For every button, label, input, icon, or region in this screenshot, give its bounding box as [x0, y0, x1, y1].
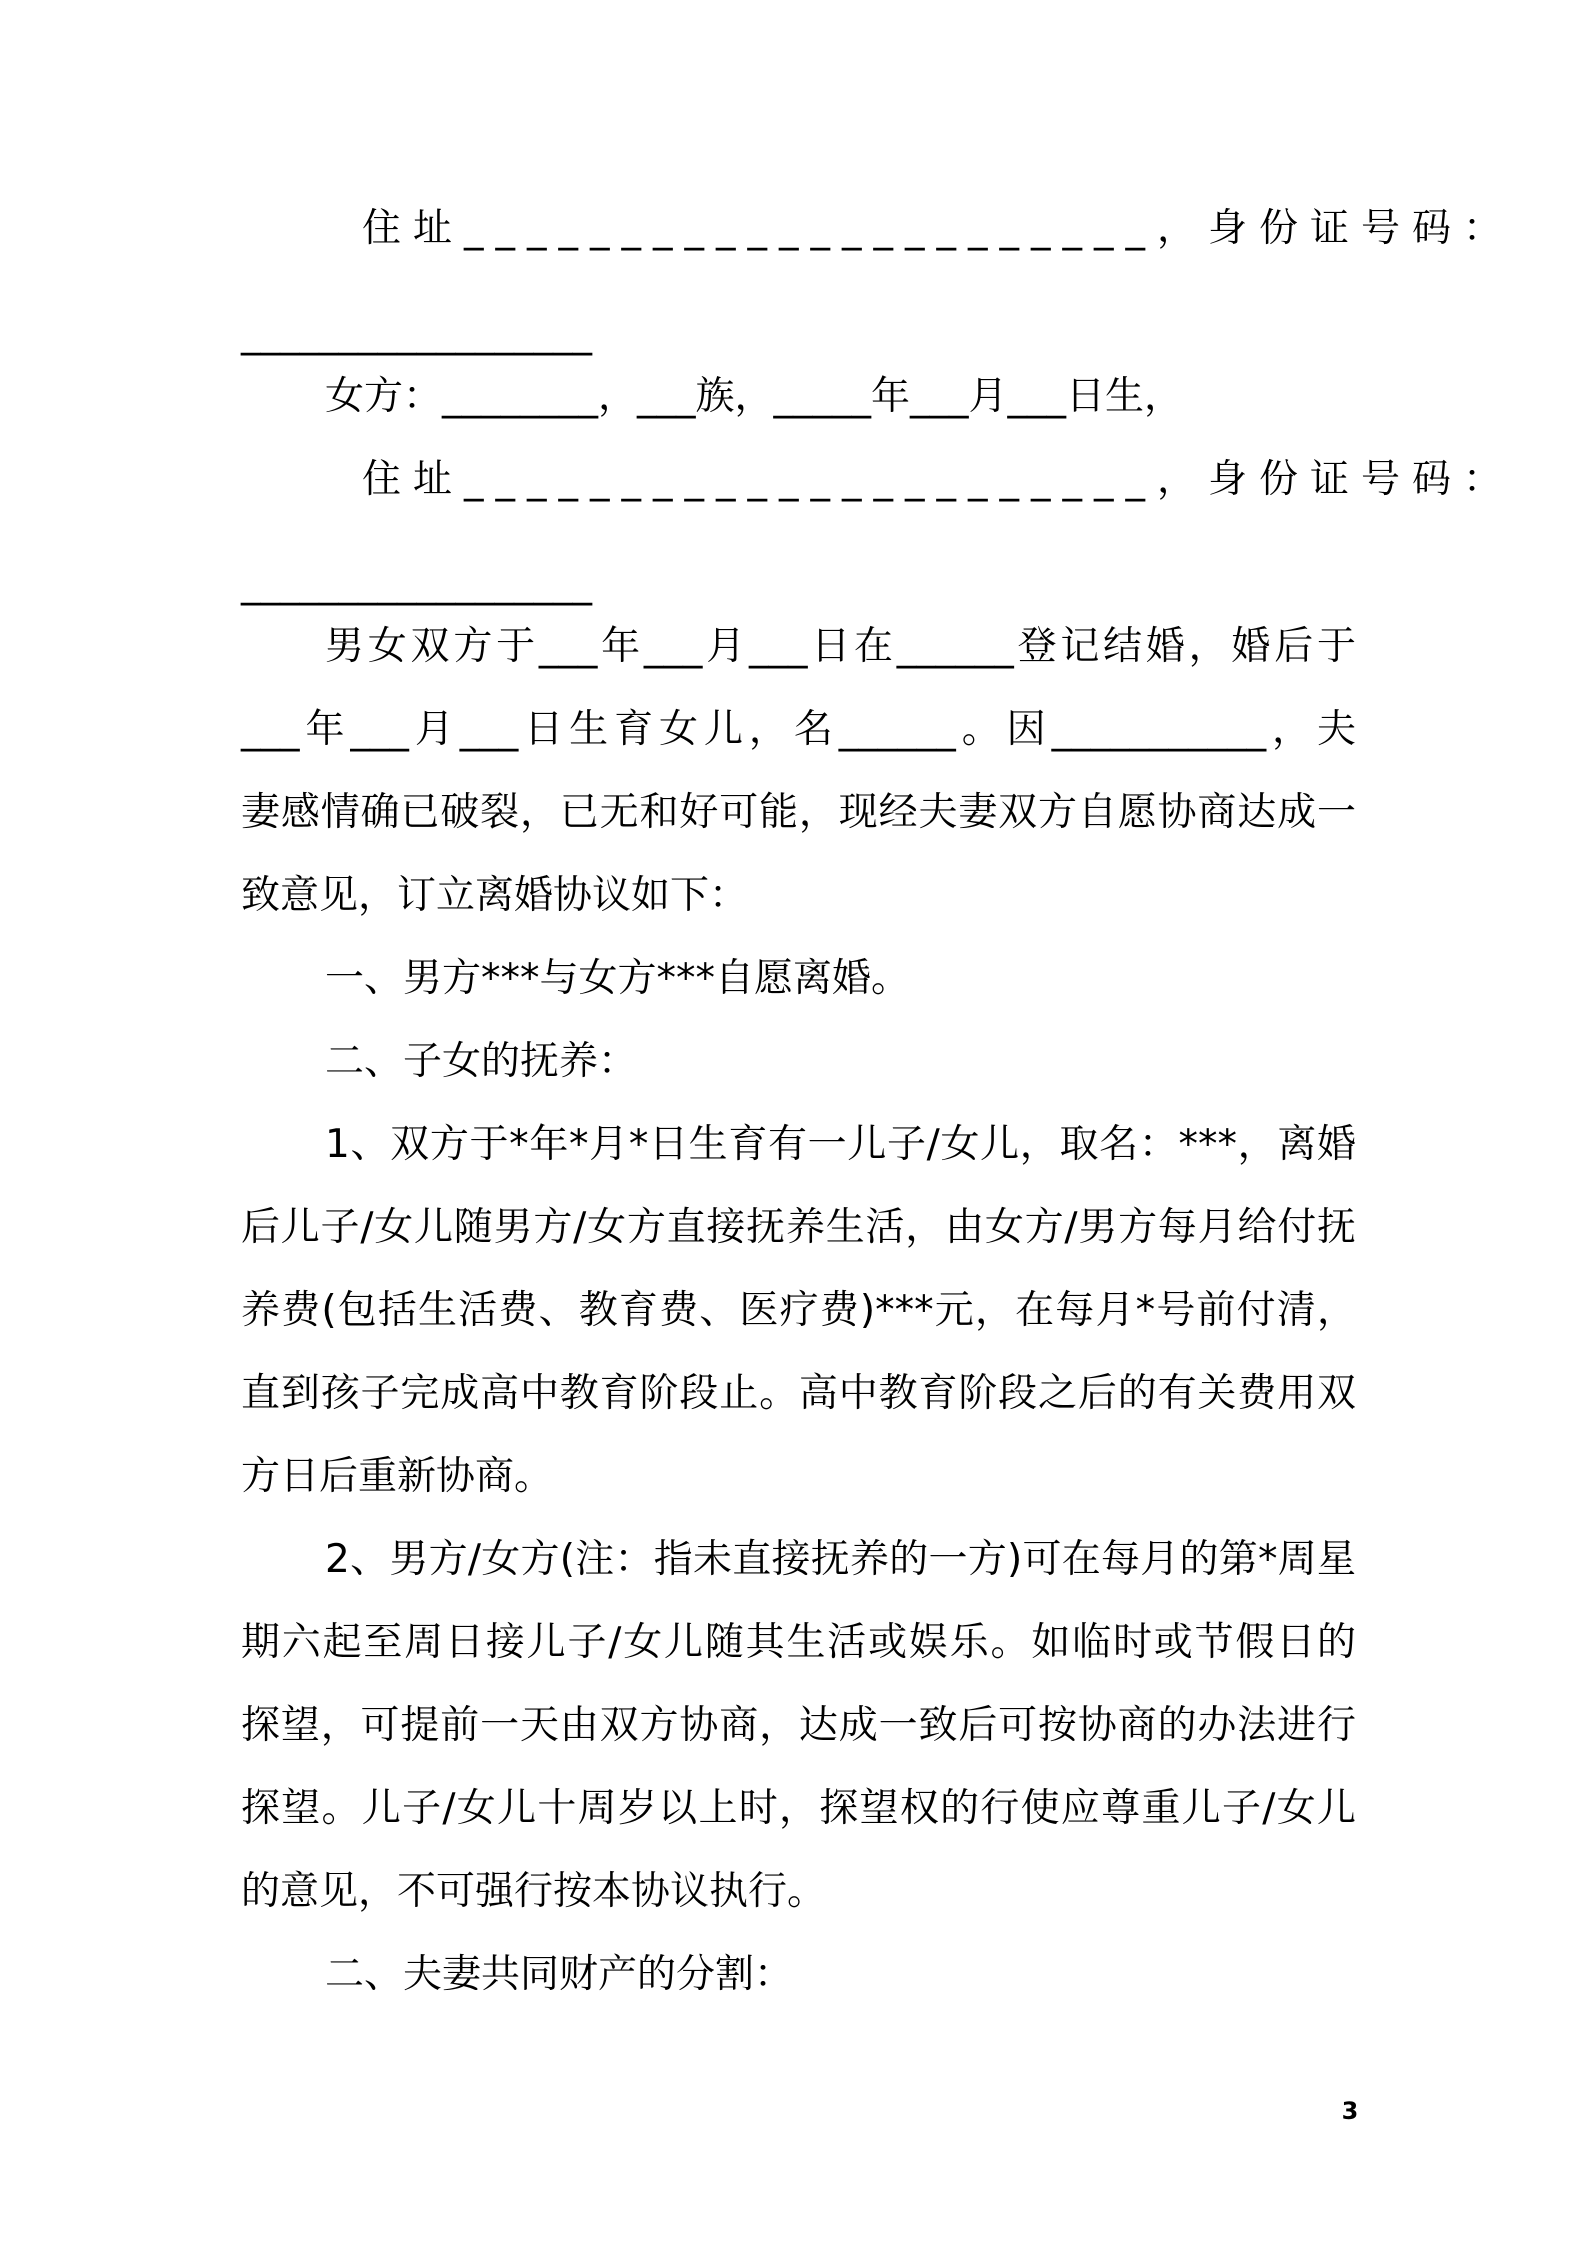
female-id-blank-line: __________________ [241, 561, 592, 606]
child-support-line-1: 1、双方于*年*月*日生育有一儿子/女儿，取名：***，离婚 [325, 1122, 1356, 1167]
section-property-heading: 二、夫妻共同财产的分割： [325, 1952, 794, 1997]
clause-one: 一、男方***与女方***自愿离婚。 [325, 956, 911, 1001]
child-support-line-3: 养费(包括生活费、教育费、医疗费)***元，在每月*号前付清， [241, 1288, 1356, 1333]
child-support-line-2: 后儿子/女儿随男方/女方直接抚养生活，由女方/男方每月给付抚 [241, 1205, 1356, 1250]
section-child-support-heading: 二、子女的抚养： [325, 1039, 638, 1084]
visitation-line-4: 探望。儿子/女儿十周岁以上时，探望权的行使应尊重儿子/女儿 [241, 1786, 1356, 1831]
visitation-line-2: 期六起至周日接儿子/女儿随其生活或娱乐。如临时或节假日的 [241, 1620, 1356, 1665]
female-info-line: 女方：________，___族，_____年___月___日生， [325, 374, 1184, 419]
child-support-line-4: 直到孩子完成高中教育阶段止。高中教育阶段之后的有关费用双 [241, 1371, 1356, 1416]
marriage-paragraph-line-1: 男女双方于___年___月___日在______登记结婚，婚后于 [325, 624, 1356, 669]
visitation-line-5: 的意见，不可强行按本协议执行。 [241, 1869, 827, 1914]
visitation-line-3: 探望，可提前一天由双方协商，达成一致后可按协商的办法进行 [241, 1703, 1356, 1748]
female-address-line: 住址______________________，身份证号码： [362, 457, 1515, 502]
child-support-line-5: 方日后重新协商。 [241, 1454, 554, 1499]
page-number: 3 [1341, 2097, 1359, 2125]
marriage-paragraph-line-3: 妻感情确已破裂，已无和好可能，现经夫妻双方自愿协商达成一 [241, 790, 1356, 835]
visitation-line-1: 2、男方/女方(注：指未直接抚养的一方)可在每月的第*周星 [325, 1537, 1356, 1582]
marriage-paragraph-line-2: ___年___月___日生育女儿，名______。因___________，夫 [241, 707, 1356, 752]
marriage-paragraph-line-4: 致意见，订立离婚协议如下： [241, 873, 749, 918]
male-id-blank-line: __________________ [241, 311, 592, 356]
male-address-line: 住址______________________，身份证号码： [362, 206, 1515, 251]
